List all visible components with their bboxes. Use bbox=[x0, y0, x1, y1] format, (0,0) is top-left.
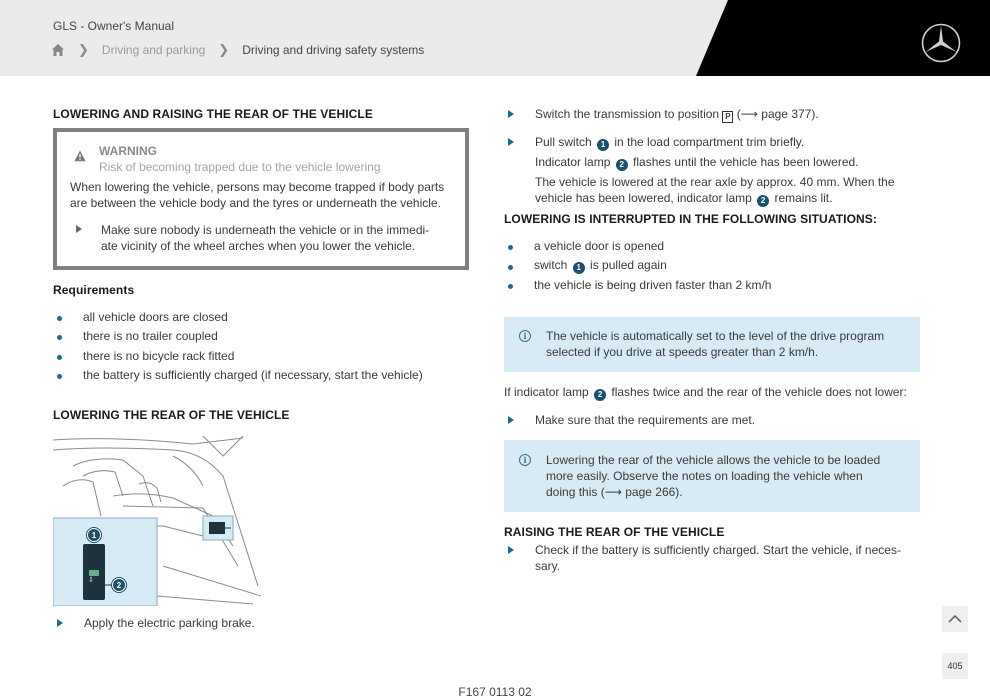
info-text-line: selected if you drive at speeds greater than 2 km/h. bbox=[546, 345, 819, 359]
warning-box bbox=[53, 128, 469, 270]
chevron-up-icon bbox=[942, 606, 968, 632]
if-indicator-flashes-text: If indicator lamp 2 flashes twice and the rear of the vehicle does not lower: bbox=[504, 385, 907, 399]
scroll-to-top-button[interactable] bbox=[942, 606, 968, 632]
step-arrow-icon bbox=[57, 619, 63, 627]
home-icon[interactable] bbox=[51, 43, 65, 57]
header-bar bbox=[0, 0, 990, 76]
chevron-right-icon: ❯ bbox=[218, 42, 230, 57]
svg-text:⇩: ⇩ bbox=[88, 577, 94, 584]
info-box-drive-program bbox=[504, 317, 920, 372]
section-heading-lowering-rear: LOWERING THE REAR OF THE VEHICLE bbox=[53, 408, 290, 422]
step-arrow-icon bbox=[76, 225, 82, 233]
bullet-icon bbox=[57, 316, 62, 321]
mercedes-star-logo bbox=[920, 22, 962, 64]
section-heading-lowering-raising: LOWERING AND RAISING THE REAR OF THE VEHICLE bbox=[53, 107, 373, 121]
warning-step-line: Make sure nobody is underneath the vehicle or in the immedi- bbox=[101, 223, 430, 237]
bullet-icon bbox=[57, 335, 62, 340]
raise-step-line: sary. bbox=[535, 559, 561, 573]
callout-1-badge: 1 bbox=[573, 262, 585, 274]
requirement-item: there is no trailer coupled bbox=[83, 329, 218, 343]
step-apply-parking-brake: Apply the electric parking brake. bbox=[84, 616, 255, 630]
bullet-icon bbox=[57, 355, 62, 360]
step-switch-transmission: Switch the transmission to position P (⟶ page 377). bbox=[535, 107, 819, 121]
chevron-right-icon: ❯ bbox=[78, 42, 89, 57]
bullet-icon bbox=[57, 374, 62, 379]
step-arrow-icon bbox=[508, 546, 514, 554]
breadcrumb-driving-and-parking[interactable]: Driving and parking bbox=[101, 43, 206, 57]
requirement-item: there is no bicycle rack fitted bbox=[83, 349, 235, 363]
bullet-icon bbox=[508, 245, 513, 250]
step-pull-switch: Pull switch 1 in the load compartment trim briefly. bbox=[535, 135, 805, 149]
callout-2-badge: 2 bbox=[112, 578, 126, 592]
breadcrumb bbox=[51, 42, 424, 58]
gear-p-symbol: P bbox=[722, 111, 733, 123]
warning-step-line: ate vicinity of the wheel arches when you lower the vehicle. bbox=[101, 239, 416, 253]
bullet-icon bbox=[508, 265, 513, 270]
warning-subtitle: Risk of becoming trapped due to the vehicle lowering bbox=[99, 160, 381, 174]
callout-1-badge: 1 bbox=[597, 139, 609, 151]
warning-text-line: are between the vehicle body and the tyres or underneath the vehicle. bbox=[70, 196, 441, 210]
info-icon: i bbox=[519, 454, 531, 466]
info-box-loading bbox=[504, 440, 920, 512]
section-heading-raising: RAISING THE REAR OF THE VEHICLE bbox=[504, 525, 725, 539]
requirement-item: all vehicle doors are closed bbox=[83, 310, 228, 324]
requirements-heading: Requirements bbox=[53, 283, 135, 297]
info-text-line: Lowering the rear of the vehicle allows the vehicle to be loaded bbox=[546, 453, 881, 467]
info-text-line[interactable]: doing this (⟶ page 266). bbox=[546, 485, 683, 499]
interrupt-item: a vehicle door is opened bbox=[534, 239, 665, 253]
section-heading-interrupted: LOWERING IS INTERRUPTED IN THE FOLLOWING SITUATIONS: bbox=[504, 212, 877, 226]
callout-2-badge: 2 bbox=[757, 195, 769, 207]
interrupt-item: the vehicle is being driven faster than 2 km/h bbox=[534, 278, 772, 292]
step-make-sure: Make sure that the requirements are met. bbox=[535, 413, 756, 427]
step-arrow-icon bbox=[508, 110, 514, 118]
breadcrumb-driving-safety-systems: Driving and driving safety systems bbox=[242, 43, 425, 57]
info-text-line: The vehicle is automatically set to the level of the drive program bbox=[546, 329, 885, 343]
step-arrow-icon bbox=[508, 416, 514, 424]
warning-triangle-icon bbox=[74, 150, 86, 162]
info-text-line: more easily. Observe the notes on loading the vehicle when bbox=[546, 469, 863, 483]
lowered-text-line: vehicle has been lowered, indicator lamp 2 remains lit. bbox=[535, 191, 833, 205]
step-arrow-icon bbox=[508, 138, 514, 146]
interrupt-item: switch 1 is pulled again bbox=[534, 258, 667, 272]
indicator-lamp-text: Indicator lamp 2 flashes until the vehicle has been lowered. bbox=[535, 155, 859, 169]
info-icon: i bbox=[519, 330, 531, 342]
callout-2-badge: 2 bbox=[616, 159, 628, 171]
lowered-text-line: The vehicle is lowered at the rear axle by approx. 40 mm. When the bbox=[535, 175, 895, 189]
page-number-button[interactable]: 405 bbox=[942, 653, 968, 679]
manual-title: GLS - Owner's Manual bbox=[53, 19, 175, 33]
load-compartment-illustration bbox=[53, 436, 261, 606]
callout-1-badge: 1 bbox=[87, 528, 101, 542]
warning-text-line: When lowering the vehicle, persons may become trapped if body parts bbox=[70, 180, 445, 194]
bullet-icon bbox=[508, 284, 513, 289]
callout-2-badge: 2 bbox=[594, 389, 606, 401]
warning-title: WARNING bbox=[99, 144, 157, 158]
requirement-item: the battery is sufficiently charged (if necessary, start the vehicle) bbox=[83, 368, 423, 382]
figure-code: F167 0113 02 bbox=[458, 685, 532, 699]
raise-step-line: Check if the battery is sufficiently charged. Start the vehicle, if neces- bbox=[535, 543, 901, 557]
